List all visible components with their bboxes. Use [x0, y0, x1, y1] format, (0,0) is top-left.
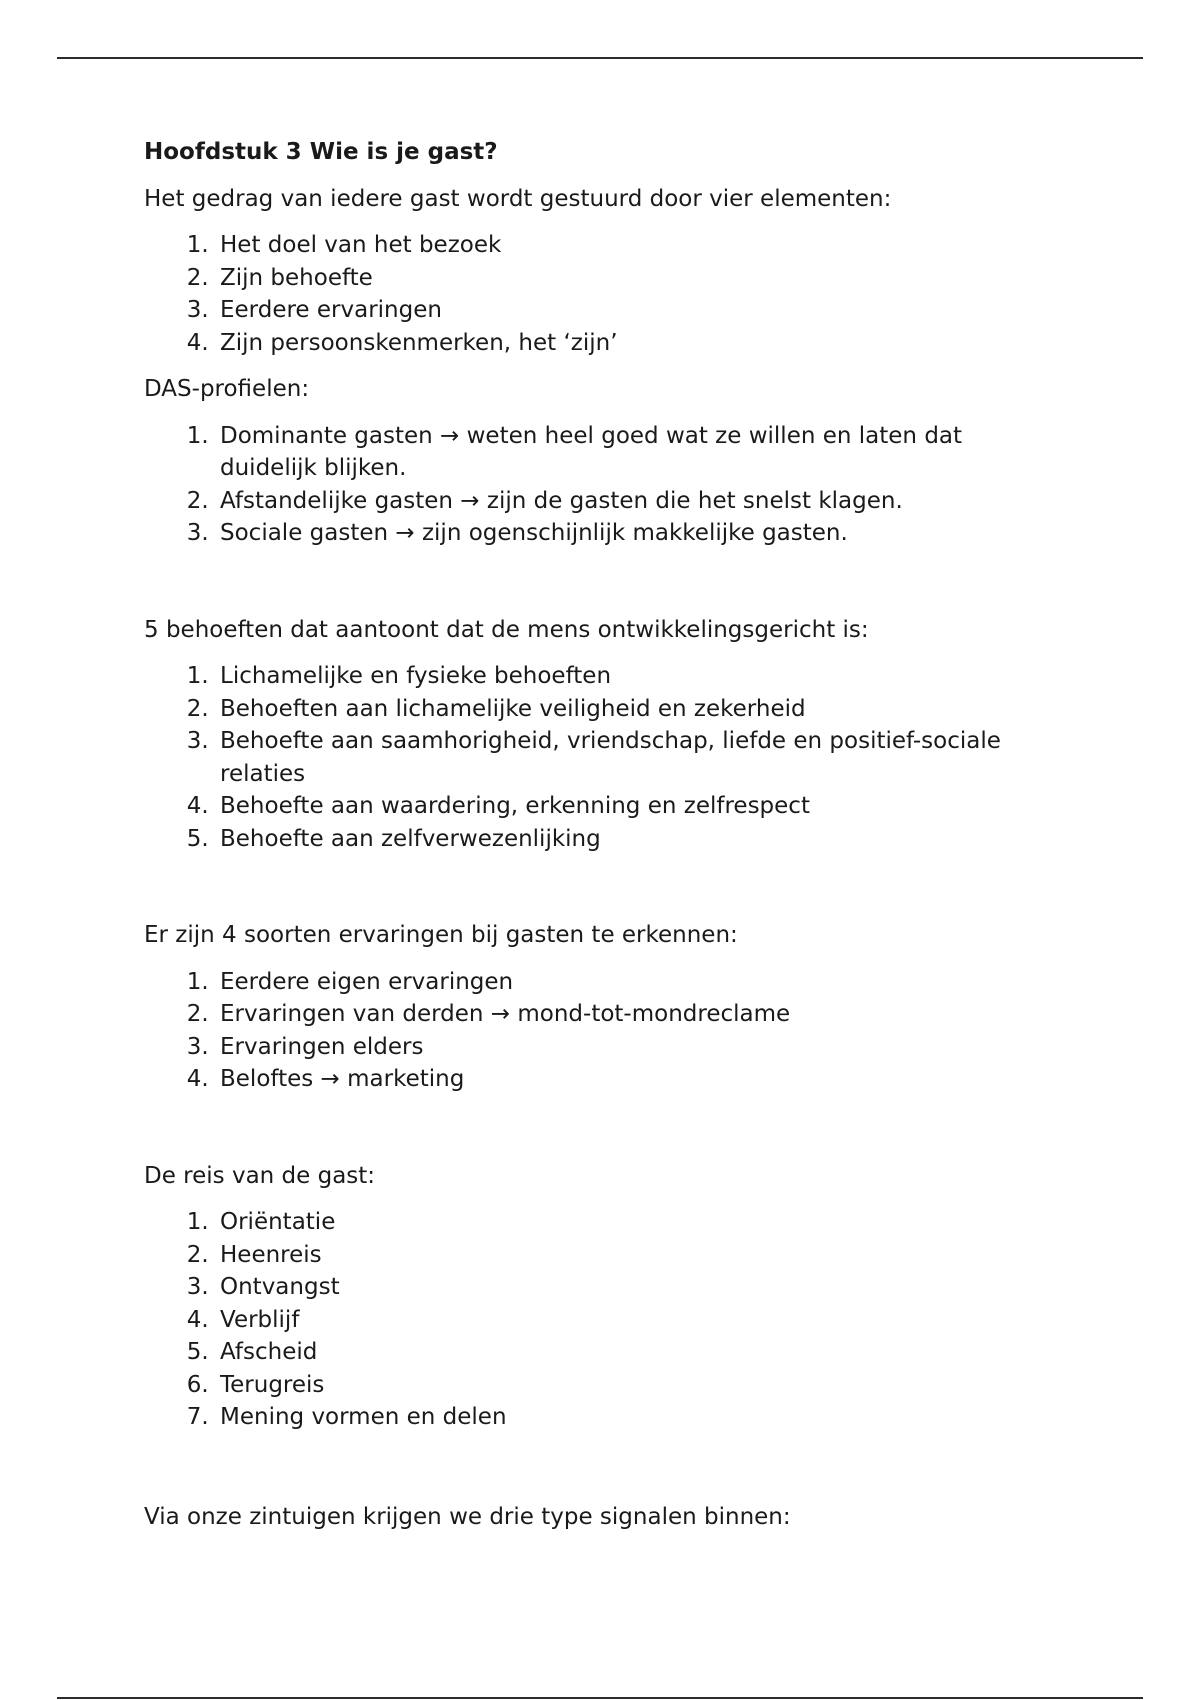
spacer: [144, 869, 1064, 919]
header-rule: [57, 57, 1143, 59]
list-experiences: [144, 966, 1064, 1096]
spacer: [144, 564, 1064, 614]
list-item: 3. Ontvangst: [216, 1271, 1064, 1304]
list-item: 7. Mening vormen en delen: [216, 1401, 1064, 1434]
list-guest-journey: [144, 1206, 1064, 1434]
list-item: 4. Behoefte aan waardering, erkenning en zelfrespect: [216, 790, 1064, 823]
list-needs: [144, 660, 1064, 855]
list-item: 1. Eerdere eigen ervaringen: [216, 966, 1064, 999]
section-intro-journey: De reis van de gast:: [144, 1162, 376, 1189]
list-item: 3. Eerdere ervaringen: [216, 294, 1064, 327]
footer-rule: [57, 1697, 1143, 1699]
list-elements: [144, 229, 1064, 359]
spacer: [144, 1110, 1064, 1160]
list-item: 4. Zijn persoonskenmerken, het ‘zijn’: [216, 327, 1064, 360]
list-item: 4. Beloftes → marketing: [216, 1063, 1064, 1096]
list-item: 2. Ervaringen van derden → mond-tot-mondreclame: [216, 998, 1064, 1031]
list-item: 5. Behoefte aan zelfverwezenlijking: [216, 823, 1064, 856]
section-intro-needs: 5 behoeften dat aantoont dat de mens ontwikkelingsgericht is:: [144, 616, 869, 643]
document-body: [144, 136, 1064, 1547]
chapter-title: Hoofdstuk 3 Wie is je gast?: [144, 139, 498, 165]
section-intro-das: DAS-profielen:: [144, 376, 310, 402]
list-item: 1. Dominante gasten → weten heel goed wat ze willen en laten dat duidelijk blijken.: [216, 420, 1064, 485]
section-intro-elements: Het gedrag van iedere gast wordt gestuurd door vier elementen:: [144, 185, 892, 212]
section-intro-experiences: Er zijn 4 soorten ervaringen bij gasten te erkennen:: [144, 922, 738, 948]
list-item: 1. Oriëntatie: [216, 1206, 1064, 1239]
list-item: 1. Lichamelijke en fysieke behoeften: [216, 660, 1064, 693]
section-intro-signals: Via onze zintuigen krijgen we drie type signalen binnen:: [144, 1503, 791, 1530]
list-item: 2. Afstandelijke gasten → zijn de gasten die het snelst klagen.: [216, 485, 1064, 518]
list-das-profiles: [144, 420, 1064, 550]
list-item: 2. Heenreis: [216, 1239, 1064, 1272]
list-item: 4. Verblijf: [216, 1304, 1064, 1337]
list-item: 3. Ervaringen elders: [216, 1031, 1064, 1064]
list-item: 2. Behoeften aan lichamelijke veiligheid en zekerheid: [216, 693, 1064, 726]
list-item: 1. Het doel van het bezoek: [216, 229, 1064, 262]
spacer: [144, 1448, 1064, 1501]
list-item: 3. Behoefte aan saamhorigheid, vriendschap, liefde en positief-sociale relaties: [216, 725, 1064, 790]
list-item: 2. Zijn behoefte: [216, 262, 1064, 295]
list-item: 6. Terugreis: [216, 1369, 1064, 1402]
list-item: 5. Afscheid: [216, 1336, 1064, 1369]
list-item: 3. Sociale gasten → zijn ogenschijnlijk makkelijke gasten.: [216, 517, 1064, 550]
